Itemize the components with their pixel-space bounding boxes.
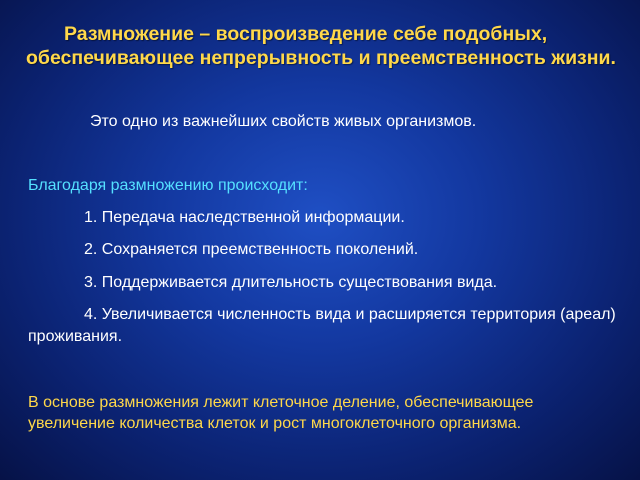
slide-subtitle: Это одно из важнейших свойств живых организмов. (90, 113, 477, 130)
list-item: 1. Передача наследственной информации. (84, 209, 405, 226)
list-item: 2. Сохраняется преемственность поколений. (84, 241, 419, 258)
list-item: 3. Поддерживается длительность существования вида. (84, 274, 498, 291)
section-heading: Благодаря размножению происходит: (28, 177, 308, 194)
slide-title: Размножение – воспроизведение себе подобных, обеспечивающее непрерывность и преемственность жизни. (26, 23, 616, 69)
slide-footer-text: В основе размножения лежит клеточное деление, обеспечивающее увеличение количества клеток и рост многоклеточного организма. (28, 394, 534, 432)
list-item: 4. Увеличивается численность вида и расширяется территория (ареал) проживания. (28, 306, 616, 345)
